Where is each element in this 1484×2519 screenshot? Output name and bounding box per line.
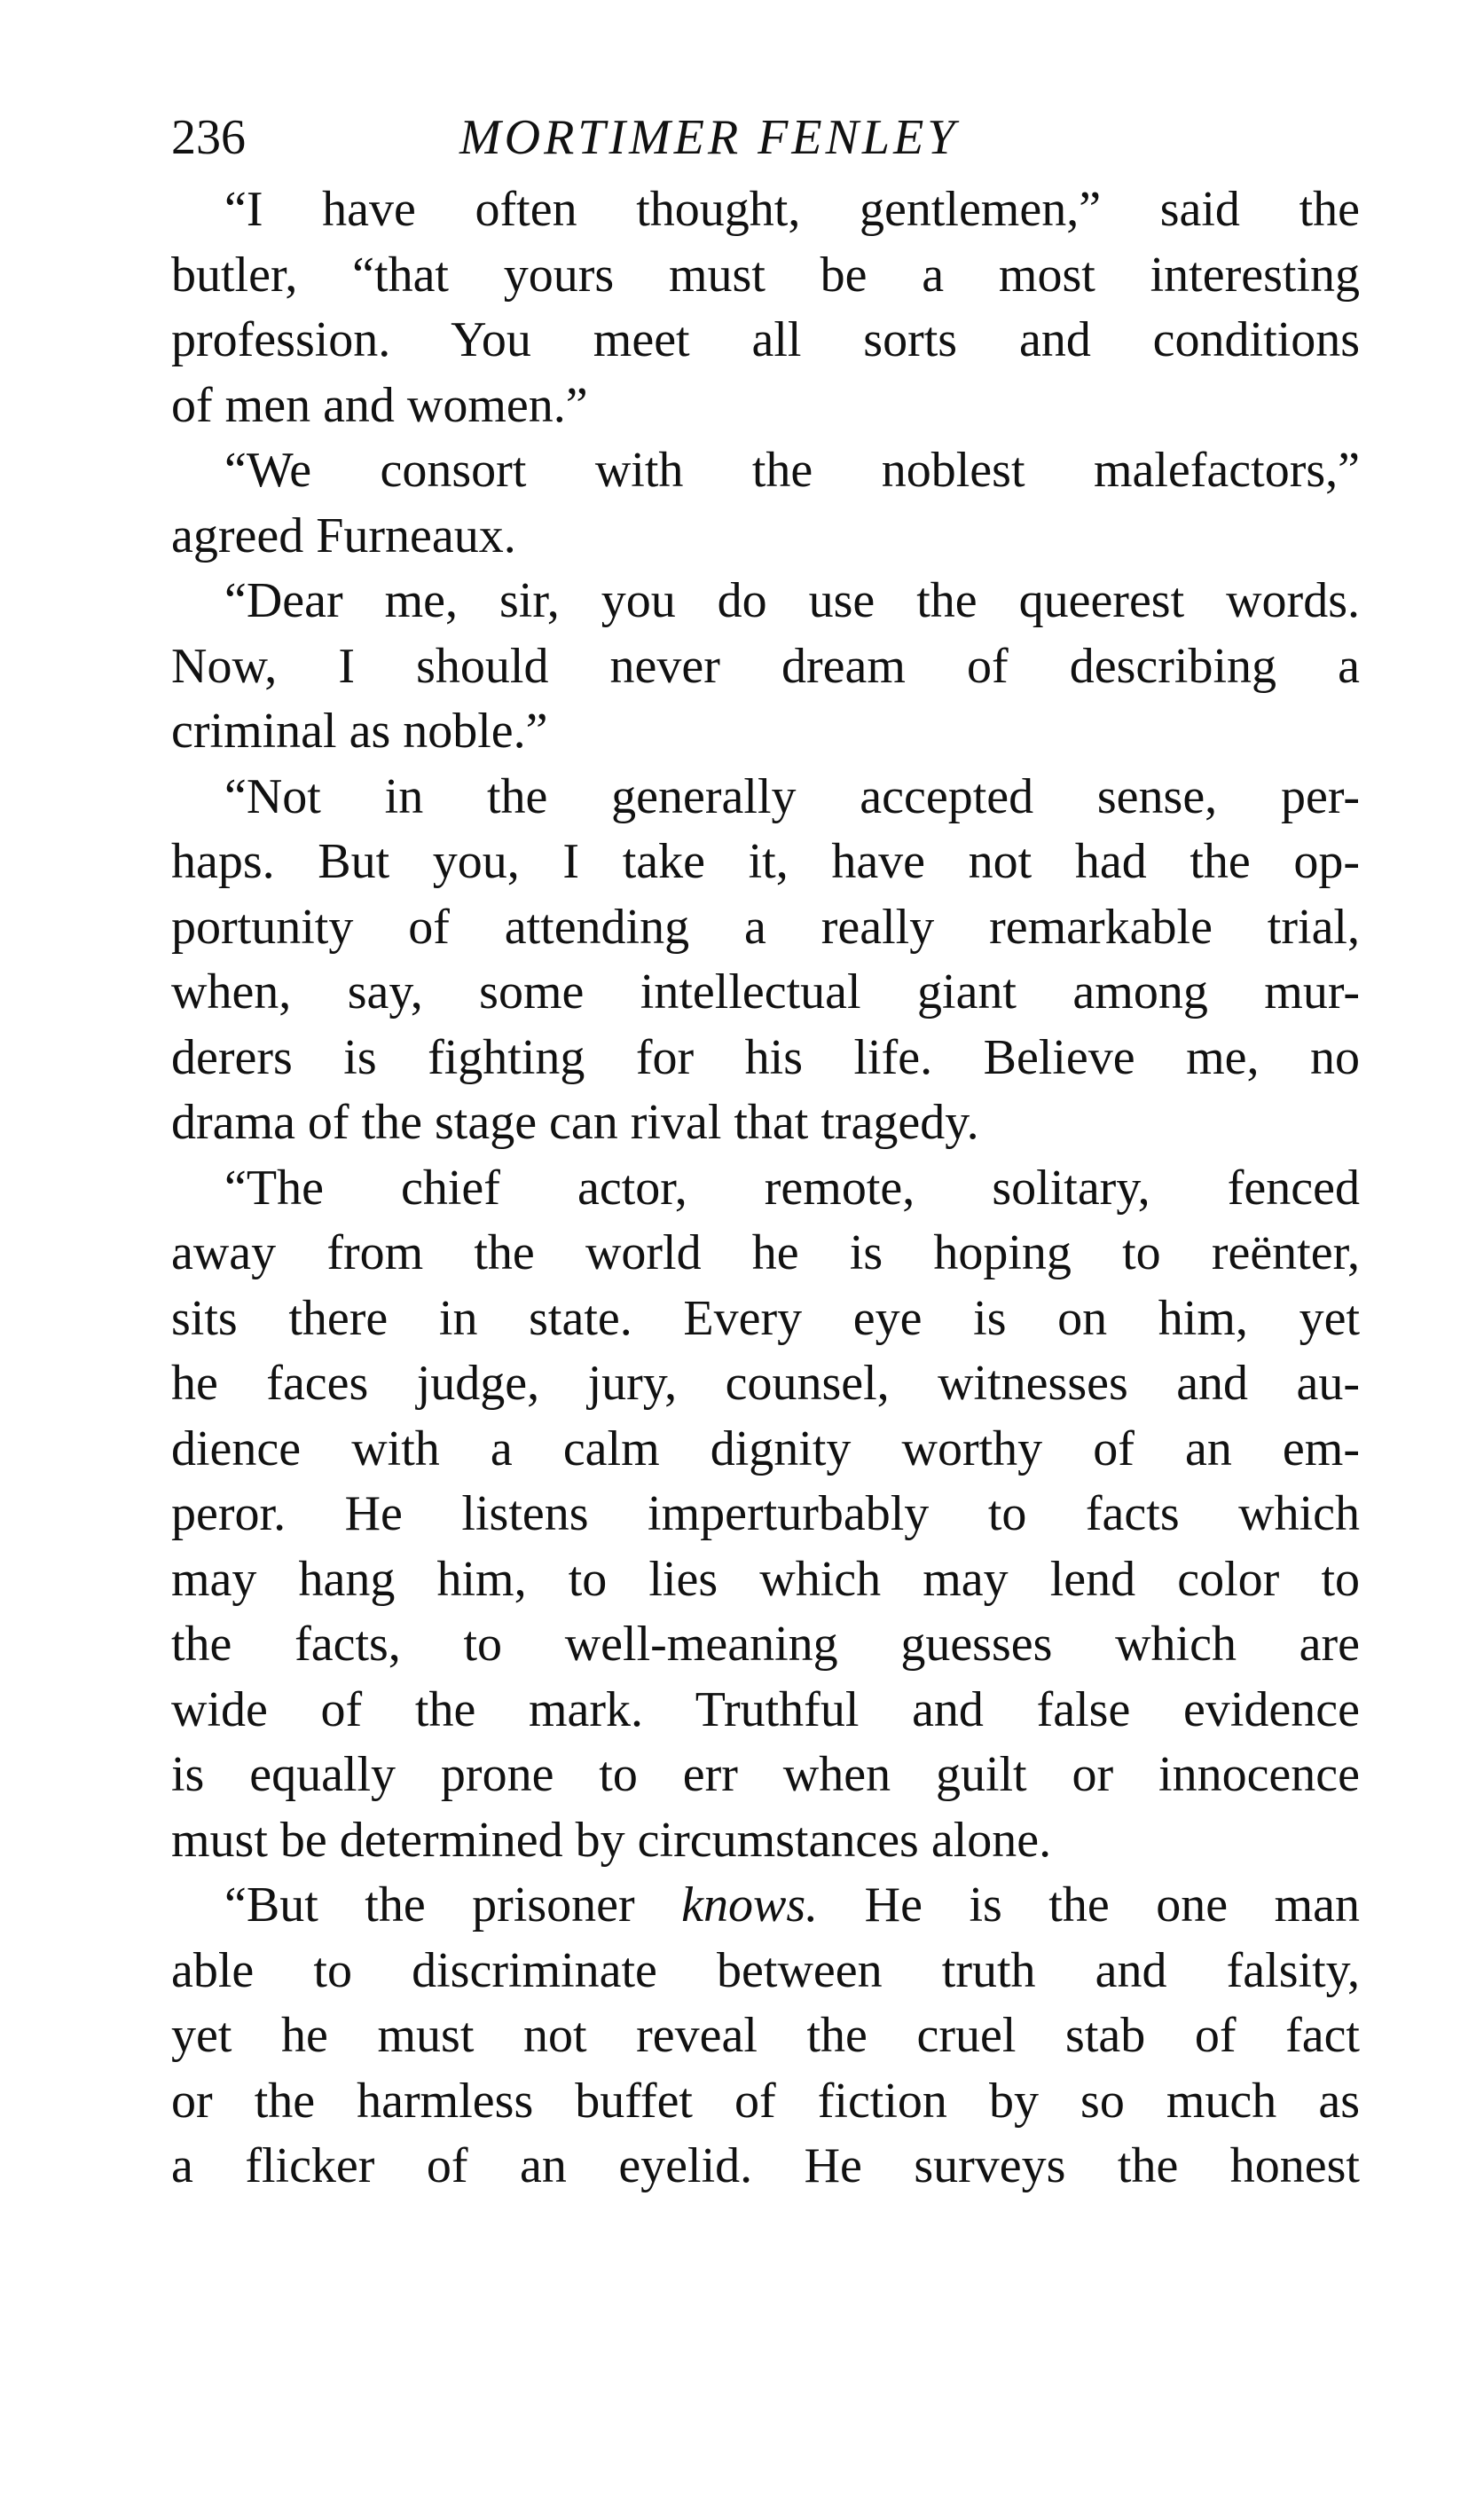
text-line: yet he must not reveal the cruel stab of fact	[171, 2008, 1360, 2063]
text-line: must be determined by circumstances alone.	[171, 1812, 1052, 1868]
paragraph	[171, 177, 1360, 438]
text-line: when, say, some intellectual giant among mur-	[171, 964, 1360, 1019]
paragraph	[171, 1873, 1360, 2200]
text-line: of men and women.”	[171, 377, 588, 433]
text-line: away from the world he is hoping to reënter,	[171, 1225, 1360, 1280]
text-line: or the harmless buffet of fiction by so much as	[171, 2073, 1360, 2129]
book-page	[171, 98, 1360, 2200]
text-line: “Dear me, sir, you do use the queerest words.	[224, 573, 1360, 628]
text-line: “We consort with the noblest malefactors,”	[224, 443, 1360, 498]
text-line: profession. You meet all sorts and conditions	[171, 312, 1360, 367]
text-line: haps. But you, I take it, have not had the op-	[171, 834, 1360, 889]
emphasis-text: knows.	[681, 1877, 819, 1933]
text-line: agreed Furneaux.	[171, 508, 516, 563]
text-line: sits there in state. Every eye is on him, yet	[171, 1290, 1360, 1346]
paragraph	[171, 1156, 1360, 1874]
text-line: he faces judge, jury, counsel, witnesses and au-	[171, 1356, 1360, 1411]
text-line: criminal as noble.”	[171, 704, 548, 759]
text-line: drama of the stage can rival that tragedy.	[171, 1095, 979, 1150]
running-head	[171, 98, 1360, 177]
text-line: “Not in the generally accepted sense, per-	[224, 768, 1360, 824]
text-line: portunity of attending a really remarkable trial,	[171, 899, 1360, 955]
text-line: dience with a calm dignity worthy of an em-	[171, 1421, 1360, 1476]
text-line: the facts, to well-meaning guesses which are	[171, 1617, 1360, 1672]
text-run: “But the prisoner	[224, 1877, 682, 1933]
text-line: Now, I should never dream of describing a	[171, 638, 1360, 694]
text-line: derers is fighting for his life. Believe me, no	[171, 1029, 1360, 1085]
text-line: able to discriminate between truth and falsity,	[171, 1942, 1360, 1998]
text-line: a flicker of an eyelid. He surveys the honest	[171, 2138, 1360, 2193]
body-text	[171, 177, 1360, 2200]
paragraph	[171, 438, 1360, 569]
text-line: “The chief actor, remote, solitary, fenced	[224, 1160, 1360, 1216]
text-line: may hang him, to lies which may lend color to	[171, 1551, 1360, 1607]
text-line: wide of the mark. Truthful and false evidence	[171, 1681, 1360, 1737]
page-number: 236	[171, 110, 246, 165]
paragraph	[171, 569, 1360, 765]
text-line: peror. He listens imperturbably to facts which	[171, 1486, 1360, 1541]
text-line: is equally prone to err when guilt or innocence	[171, 1747, 1360, 1802]
text-run: He is the one man	[818, 1877, 1360, 1933]
text-line: “I have often thought, gentlemen,” said the	[224, 182, 1360, 237]
paragraph	[171, 765, 1360, 1156]
running-title: MORTIMER FENLEY	[459, 110, 959, 165]
text-line: butler, “that yours must be a most interesting	[171, 247, 1360, 303]
text-line	[171, 1873, 1360, 1939]
